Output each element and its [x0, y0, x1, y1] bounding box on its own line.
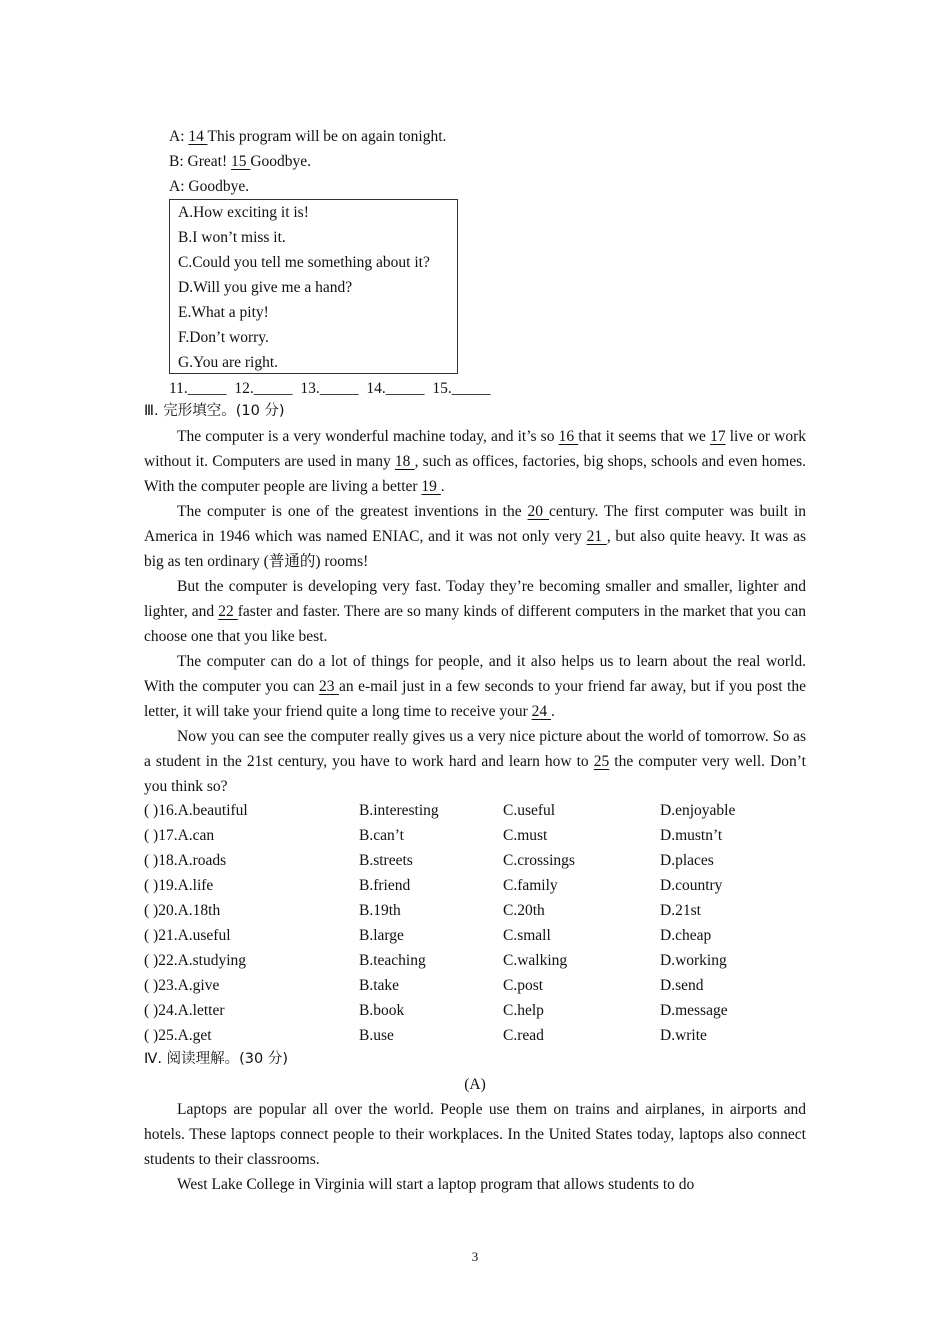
option-row: ( )23.A.give B.take C.post D.send: [144, 977, 704, 994]
cloze-paragraph-1: The computer is a very wonderful machine today, and it’s so 16 that it seems that we 17 live or work without it. Computers are used in many 18 , such as offices, factories, big shops, schools and even homes. With the computer people are living a better 19 .: [144, 428, 807, 495]
choice-c: C.Could you tell me something about it?: [178, 254, 430, 271]
blank-14: 14: [188, 128, 208, 145]
option-row: ( )19.A.life B.friend C.family D.country: [144, 877, 723, 894]
dialogue-line-14: A: 14 This program will be on again tonight.: [169, 128, 447, 145]
option-row: ( )20.A.18th B.19th C.20th D.21st: [144, 902, 701, 919]
cloze-paragraph-4: The computer can do a lot of things for people, and it also helps us to learn about the real world. With the computer you can 23 an e-mail just in a few seconds to your friend far away, but if you post the letter, it will take your friend quite a long time to receive your 24 .: [144, 653, 806, 720]
dialogue-line-end: A: Goodbye.: [169, 178, 250, 195]
reading-paragraph-2: West Lake College in Virginia will start a laptop program that allows students to do: [177, 1176, 695, 1193]
option-row: ( )18.A.roads B.streets C.crossings D.places: [144, 852, 714, 869]
section-3-heading: Ⅲ. 完形填空。(10 分): [144, 403, 285, 419]
option-row: ( )21.A.useful B.large C.small D.cheap: [144, 927, 712, 944]
option-row: ( )22.A.studying B.teaching C.walking D.working: [144, 952, 727, 969]
cloze-paragraph-5: Now you can see the computer really gives us a very nice picture about the world of tomorrow. So as a student in the 21st century, you have to work hard and learn how to 25 the computer very well. Don’t you think so?: [144, 728, 806, 795]
blank-15: 15: [230, 153, 251, 170]
choice-box: [169, 199, 458, 374]
choice-g: G.You are right.: [178, 354, 279, 371]
passage-label: (A): [464, 1076, 486, 1093]
choice-d: D.Will you give me a hand?: [178, 279, 353, 296]
section-4-heading: Ⅳ. 阅读理解。(30 分): [144, 1051, 288, 1067]
option-row: ( )16.A.beautiful B.interesting C.useful D.enjoyable: [144, 802, 736, 819]
choice-a: A.How exciting it is!: [178, 204, 309, 221]
page-number: 3: [471, 1249, 479, 1264]
answer-line: 11._____ 12._____ 13._____ 14._____ 15._____: [169, 380, 491, 397]
reading-paragraph-1: Laptops are popular all over the world. People use them on trains and airplanes, in airports and hotels. These laptops connect people to their workplaces. In the United States today, laptops also connect students to their classrooms.: [144, 1101, 806, 1168]
cloze-paragraph-3: But the computer is developing very fast. Today they’re becoming smaller and smaller, lighter and lighter, and 22 faster and faster. There are so many kinds of different computers in the market that you can choose one that you like best.: [144, 578, 806, 645]
cloze-paragraph-2: The computer is one of the greatest inventions in the 20 century. The first computer was built in America in 1946 which was named ENIAC, and it was not only very 21 , but also quite heavy. It was as big as ten ordinary (普通的) rooms!: [144, 503, 807, 570]
dialogue-line-15: B: Great! 15 Goodbye.: [169, 153, 312, 170]
choice-f: F.Don’t worry.: [178, 329, 269, 346]
option-row: ( )17.A.can B.can’t C.must D.mustn’t: [144, 827, 723, 844]
option-row: ( )24.A.letter B.book C.help D.message: [144, 1002, 728, 1019]
option-row: ( )25.A.get B.use C.read D.write: [144, 1027, 707, 1044]
choice-b: B.I won’t miss it.: [178, 229, 286, 246]
choice-e: E.What a pity!: [178, 304, 269, 321]
